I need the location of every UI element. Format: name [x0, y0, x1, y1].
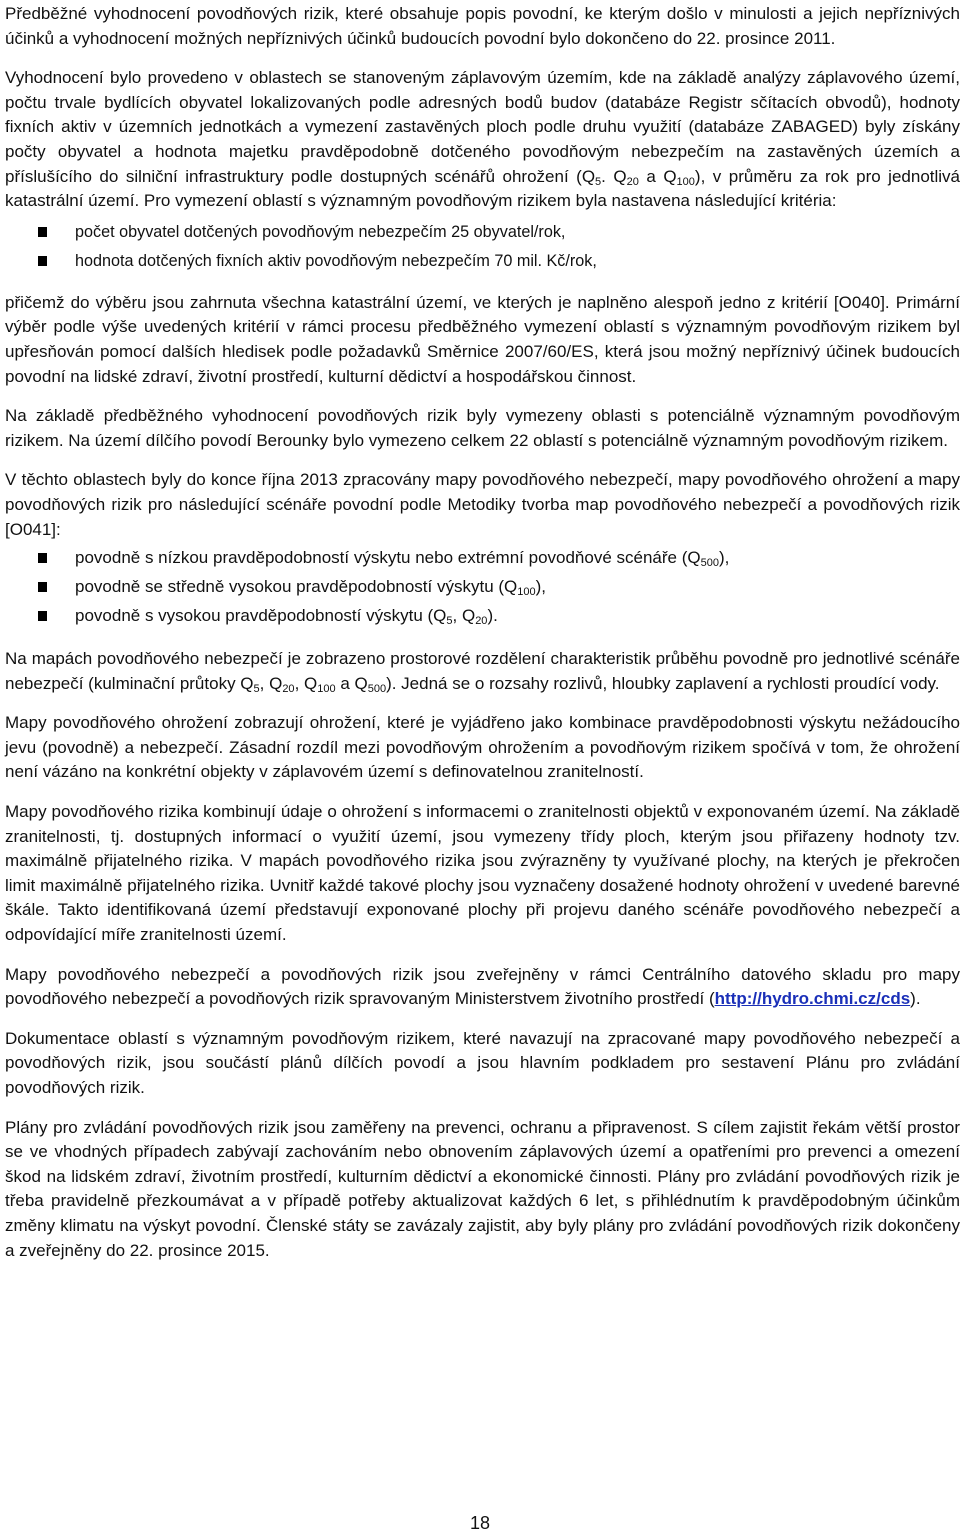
paragraph-risk-maps: Mapy povodňového rizika kombinují údaje o ohrožení s informacemi o zranitelnosti objektů v exponovaném území. Na základě zranitelnosti, tj. dostupných informací o využití území, jsou vymezeny třídy ploch, kterým jsou přiřazeny hodnoty tzv. maximálně přijatelného rizika. V mapách povodňového rizika jsou zvýrazněny ty využívané plochy, na kterých je překročen limit maximálně přijatelného rizika. Uvnitř každé takové plochy jsou vyznačeny dosažené hodnoty ohrožení v uvedené barevné škále. Takto identifikovaná území představují exponované plochy při projevu daného scénáře povodňového nebezpečí a odpovídající míře zranitelnosti území.: [5, 802, 960, 945]
list-item: povodně s vysokou pravděpodobností výskytu ($Q_5$, $Q_{20}$).: [5, 604, 960, 628]
paragraph-hazard-maps: Na mapách povodňového nebezpečí je zobrazeno prostorové rozdělení charakteristik průběhu povodně pro jednotlivé scénáře nebezpečí (kulminační průtoky $Q_5$, $Q_{20}$, $Q_{100}$ a $Q_{500}$). Jedná se o rozsahy rozlivů, hloubky zaplavení a rychlosti proudící vody.: [5, 649, 960, 695]
bullet-square-icon: [38, 256, 47, 266]
paragraph-documentation: Dokumentace oblastí s významným povodňovým rizikem, které navazují na zpracované mapy povodňového nebezpečí a povodňových rizik, jsou součástí plánů dílčích povodí a jsou hlavním podkladem pro sestavení Plánu pro zvládání povodňových rizik.: [5, 1028, 960, 1097]
bullet-square-icon: [38, 227, 47, 237]
page-number: 18: [469, 1513, 491, 1533]
paragraph-intro: Předběžné vyhodnocení povodňových rizik, které obsahuje popis povodní, ke kterým došlo v minulosti a jejich nepříznivých účinků a vyhodnocení možných nepříznivých účinků budoucích povodní bylo dokončeno do 22. prosince 2011.: [5, 4, 960, 48]
paragraph-preliminary: Na základě předběžného vyhodnocení povodňových rizik byly vymezeny oblasti s potenciálně významným povodňovým rizikem. Na území dílčího povodí Berounky bylo vymezeno celkem 22 oblastí s potenciálně významným povodňovým rizikem.: [5, 406, 960, 450]
cds-link[interactable]: http://hydro.chmi.cz/cds: [714, 989, 911, 1009]
paragraph-threat-maps: Mapy povodňového ohrožení zobrazují ohrožení, které je vyjádřeno jako kombinace pravděpodobnosti výskytu nežádoucího jevu (povodně) a nebezpečí. Zásadní rozdíl mezi povodňovým ohrožením a povodňovým rizikem spočívá v tom, že ohrožení není vázáno na konkrétní objekty v záplavovém území s definovatelnou zranitelností.: [5, 713, 960, 782]
paragraph-plans: Plány pro zvládání povodňových rizik jsou zaměřeny na prevenci, ochranu a připravenost. S cílem zajistit řekám větší prostor se ve vhodných případech zabývají zachováním nebo obnovením záplavových území a opatřeními pro prevenci a omezení škod na lidském zdraví, životním prostředí, kulturním dědictví a ekonomické činnosti. Plány pro zvládání povodňových rizik je třeba pravidelně přezkoumávat a v případě potřeby aktualizovat každých 6 let, s přihlédnutím k pravděpodobným účinkům změny klimatu na výskyt povodní. Členské státy se zavázaly zajistit, aby byly plány pro zvládání povodňových rizik dokončeny a zveřejněny do 22. prosince 2015.: [5, 1117, 960, 1260]
paragraph-selection: přičemž do výběru jsou zahrnuta všechna katastrální území, ve kterých je naplněno alespoň jedno z kritérií [O040]. Primární výběr podle výše uvedených kritérií v rámci procesu předběžného vymezení oblastí s významným povodňovým rizikem byl upřesňován pomocí dalších hledisek podle požadavků Směrnice 2007/60/ES, která jsou možný nepříznivý účinek budoucích povodní na lidské zdraví, životní prostředí, kulturní dědictví a hospodářskou činnost.: [5, 292, 960, 386]
paragraph-evaluation: Vyhodnocení bylo provedeno v oblastech se stanoveným záplavovým územím, kde na základě analýzy záplavového území, počtu trvale bydlících obyvatel lokalizovaných podle adresných bodů budov (databáze Registr sčítacích obvodů), hodnoty fixních aktiv v územních jednotkách a vymezení zastavěných ploch podle druhu využití (databáze ZABAGED) byly získány počty obyvatel a hodnota majetku pravděpodobně dotčeného povodňovým nebezpečím na zastavěných územích a příslušícího do silniční infrastruktury podle dostupných scénářů ohrožení ($Q_5$. $Q_{20}$ a $Q_{100}$), v průměru za rok pro jednotlivá katastrální území. Pro vymezení oblastí s významným povodňovým rizikem byla nastavena následující kritéria:: [5, 68, 960, 211]
bullet-square-icon: [38, 582, 47, 592]
bullet-square-icon: [38, 553, 47, 563]
list-item: hodnota dotčených fixních aktiv povodňovým nebezpečím 70 mil. Kč/rok,: [5, 249, 960, 273]
bullet-square-icon: [38, 611, 47, 621]
list-item: povodně s nízkou pravděpodobností výskytu nebo extrémní povodňové scénáře $(Q_{500})$,: [5, 546, 960, 570]
list-item: povodně se středně vysokou pravděpodobností výskytu $(Q_{100})$,: [5, 575, 960, 599]
scenario-list: [5, 546, 960, 628]
paragraph-publication: Mapy povodňového nebezpečí a povodňových rizik jsou zveřejněny v rámci Centrálního datového skladu pro mapy povodňového nebezpečí a povodňových rizik spravovaným Ministerstvem životního prostředí (http://hydro.chmi.cz/cds).: [5, 964, 960, 1009]
paragraph-maps-scenarios: V těchto oblastech byly do konce října 2013 zpracovány mapy povodňového nebezpečí, mapy povodňového ohrožení a mapy povodňových rizik pro následující scénáře povodní podle Metodiky tvorba map povodňového nebezpečí a povodňových rizik [O041]:: [5, 470, 960, 539]
list-item: počet obyvatel dotčených povodňovým nebezpečím 25 obyvatel/rok,: [5, 220, 960, 244]
criteria-list: [5, 220, 960, 273]
document-page: [5, 2, 960, 1278]
